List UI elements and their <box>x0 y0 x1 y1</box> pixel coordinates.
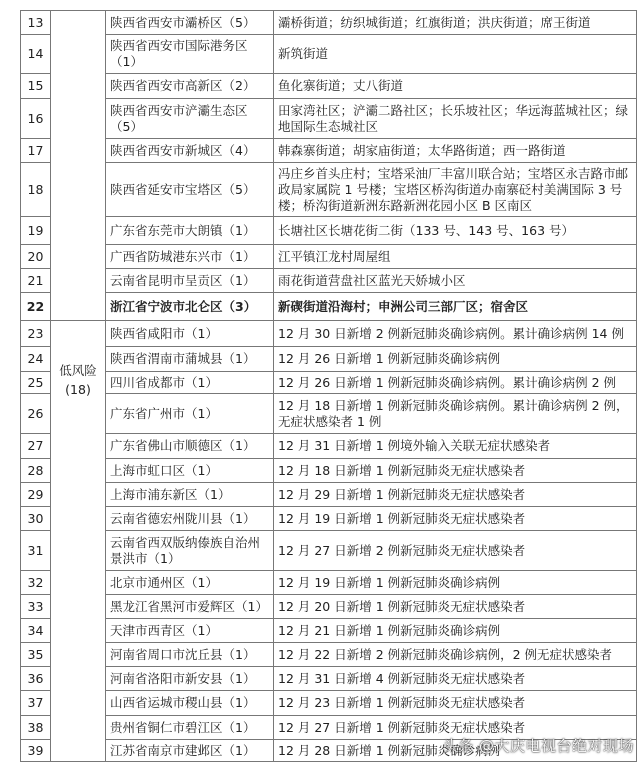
detail-cell: 长塘社区长塘花街二街（133 号、143 号、163 号） <box>274 217 637 245</box>
region-cell: 广东省东莞市大朗镇（1） <box>106 217 274 245</box>
table-row <box>21 507 637 531</box>
table-row <box>21 269 637 293</box>
region-cell: 陕西省咸阳市（1） <box>106 321 274 347</box>
row-number: 33 <box>21 595 51 619</box>
row-number: 15 <box>21 74 51 99</box>
risk-area-table <box>20 10 637 762</box>
row-number: 32 <box>21 571 51 595</box>
region-cell: 广西省防城港东兴市（1） <box>106 245 274 269</box>
row-number: 28 <box>21 459 51 483</box>
row-number: 31 <box>21 531 51 571</box>
table-row <box>21 691 637 716</box>
row-number: 36 <box>21 667 51 691</box>
table-row <box>21 245 637 269</box>
detail-cell: 新筑街道 <box>274 35 637 74</box>
row-number: 23 <box>21 321 51 347</box>
table-row <box>21 595 637 619</box>
table-row <box>21 394 637 434</box>
table-row <box>21 99 637 139</box>
category-cell-low-risk <box>51 321 106 762</box>
detail-cell: 田家湾社区；浐灞二路社区；长乐坡社区；华远海蓝城社区；绿地国际生态城社区 <box>274 99 637 139</box>
region-cell: 陕西省西安市浐灞生态区（5） <box>106 99 274 139</box>
table-row <box>21 347 637 372</box>
row-number: 22 <box>21 293 51 321</box>
table-row <box>21 459 637 483</box>
region-cell: 北京市通州区（1） <box>106 571 274 595</box>
region-cell: 云南省昆明市呈贡区（1） <box>106 269 274 293</box>
row-number: 39 <box>21 740 51 762</box>
table-row <box>21 139 637 163</box>
detail-cell: 12 月 23 日新增 1 例新冠肺炎无症状感染者 <box>274 691 637 716</box>
row-number: 24 <box>21 347 51 372</box>
region-cell: 广东省佛山市顺德区（1） <box>106 434 274 459</box>
region-cell: 天津市西青区（1） <box>106 619 274 643</box>
row-number: 25 <box>21 372 51 394</box>
row-number: 14 <box>21 35 51 74</box>
detail-cell: 12 月 19 日新增 1 例新冠肺炎确诊病例 <box>274 571 637 595</box>
detail-cell: 12 月 21 日新增 1 例新冠肺炎确诊病例 <box>274 619 637 643</box>
detail-cell: 12 月 20 日新增 1 例新冠肺炎无症状感染者 <box>274 595 637 619</box>
region-cell: 广东省广州市（1） <box>106 394 274 434</box>
detail-cell: 新碶街道沿海村；申洲公司三部厂区；宿舍区 <box>274 293 637 321</box>
row-number: 27 <box>21 434 51 459</box>
region-cell: 上海市虹口区（1） <box>106 459 274 483</box>
region-cell: 陕西省西安市新城区（4） <box>106 139 274 163</box>
row-number: 13 <box>21 11 51 35</box>
row-number: 26 <box>21 394 51 434</box>
region-cell: 陕西省西安市灞桥区（5） <box>106 11 274 35</box>
row-number: 18 <box>21 163 51 217</box>
detail-cell: 12 月 30 日新增 2 例新冠肺炎确诊病例。累计确诊病例 14 例 <box>274 321 637 347</box>
table-row <box>21 372 637 394</box>
detail-cell: 12 月 27 日新增 2 例新冠肺炎无症状感染者 <box>274 531 637 571</box>
detail-cell: 12 月 31 日新增 4 例新冠肺炎无症状感染者 <box>274 667 637 691</box>
detail-cell: 12 月 27 日新增 1 例新冠肺炎无症状感染者 <box>274 716 637 740</box>
table-row <box>21 35 637 74</box>
row-number: 37 <box>21 691 51 716</box>
row-number: 21 <box>21 269 51 293</box>
region-cell: 陕西省延安市宝塔区（5） <box>106 163 274 217</box>
watermark: 头条 @大庆电视台绝对现场 <box>442 737 634 755</box>
category-cell-medium <box>51 11 106 321</box>
category-label: 低风险 <box>59 363 97 378</box>
detail-cell: 12 月 28 日新增 1 例新冠肺炎确诊病例 <box>274 740 637 762</box>
region-cell: 江苏省南京市建邺区（1） <box>106 740 274 762</box>
row-number: 17 <box>21 139 51 163</box>
detail-cell: 江平镇江龙村周屋组 <box>274 245 637 269</box>
detail-cell: 雨花街道营盘社区蓝光天娇城小区 <box>274 269 637 293</box>
detail-cell: 12 月 29 日新增 1 例新冠肺炎无症状感染者 <box>274 483 637 507</box>
table-row <box>21 619 637 643</box>
region-cell: 陕西省西安市国际港务区（1） <box>106 35 274 74</box>
row-number: 29 <box>21 483 51 507</box>
table-row <box>21 434 637 459</box>
region-cell: 陕西省西安市高新区（2） <box>106 74 274 99</box>
table-row <box>21 667 637 691</box>
detail-cell: 灞桥街道；纺织城街道；红旗街道；洪庆街道；席王街道 <box>274 11 637 35</box>
row-number: 38 <box>21 716 51 740</box>
category-count: (18) <box>65 382 91 397</box>
table-row <box>21 643 637 667</box>
detail-cell: 12 月 31 日新增 1 例境外输入关联无症状感染者 <box>274 434 637 459</box>
table-row <box>21 293 637 321</box>
region-cell: 黑龙江省黑河市爱辉区（1） <box>106 595 274 619</box>
row-number: 34 <box>21 619 51 643</box>
row-number: 16 <box>21 99 51 139</box>
detail-cell: 韩森寨街道；胡家庙街道；太华路街道；西一路街道 <box>274 139 637 163</box>
table-row <box>21 321 637 347</box>
row-number: 19 <box>21 217 51 245</box>
region-cell: 上海市浦东新区（1） <box>106 483 274 507</box>
detail-cell: 12 月 18 日新增 1 例新冠肺炎无症状感染者 <box>274 459 637 483</box>
row-number: 20 <box>21 245 51 269</box>
row-number: 30 <box>21 507 51 531</box>
table-row <box>21 217 637 245</box>
detail-cell: 12 月 19 日新增 1 例新冠肺炎无症状感染者 <box>274 507 637 531</box>
detail-cell: 冯庄乡首头庄村；宝塔采油厂丰富川联合站；宝塔区永吉路市邮政局家属院 1 号楼；宝塔区桥沟街道办南寨砭村美满国际 3 号楼；桥沟街道新洲东路新洲花园小区 B 区南区 <box>274 163 637 217</box>
table-row <box>21 571 637 595</box>
region-cell: 浙江省宁波市北仑区（3） <box>106 293 274 321</box>
region-cell: 河南省洛阳市新安县（1） <box>106 667 274 691</box>
table-row <box>21 163 637 217</box>
region-cell: 河南省周口市沈丘县（1） <box>106 643 274 667</box>
region-cell: 四川省成都市（1） <box>106 372 274 394</box>
detail-cell: 鱼化寨街道；丈八街道 <box>274 74 637 99</box>
table-row <box>21 531 637 571</box>
region-cell: 云南省德宏州陇川县（1） <box>106 507 274 531</box>
detail-cell: 12 月 18 日新增 1 例新冠肺炎确诊病例。累计确诊病例 2 例，无症状感染者 1 例 <box>274 394 637 434</box>
detail-cell: 12 月 22 日新增 2 例新冠肺炎确诊病例，2 例无症状感染者 <box>274 643 637 667</box>
region-cell: 贵州省铜仁市碧江区（1） <box>106 716 274 740</box>
table-row <box>21 74 637 99</box>
row-number: 35 <box>21 643 51 667</box>
table-row <box>21 483 637 507</box>
detail-cell: 12 月 26 日新增 1 例新冠肺炎确诊病例。累计确诊病例 2 例 <box>274 372 637 394</box>
region-cell: 山西省运城市稷山县（1） <box>106 691 274 716</box>
region-cell: 云南省西双版纳傣族自治州景洪市（1） <box>106 531 274 571</box>
table-row <box>21 11 637 35</box>
region-cell: 陕西省渭南市蒲城县（1） <box>106 347 274 372</box>
detail-cell: 12 月 26 日新增 1 例新冠肺炎确诊病例 <box>274 347 637 372</box>
